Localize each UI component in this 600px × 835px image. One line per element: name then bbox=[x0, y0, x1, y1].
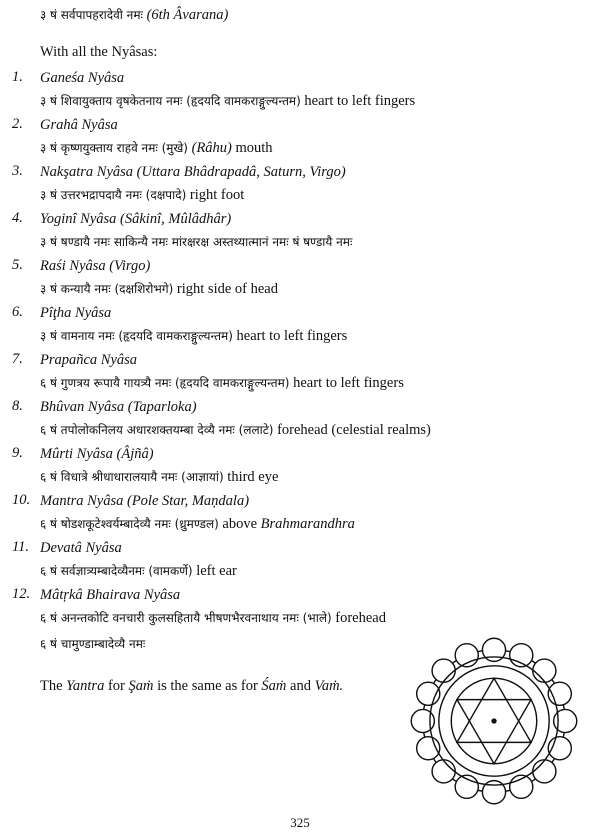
bindu-dot bbox=[491, 718, 496, 723]
item-mantra-line bbox=[40, 562, 237, 580]
item-mantra-line bbox=[40, 327, 347, 345]
extra-mantra: ६ षं चामुण्डाम्बादेव्यै नमः bbox=[40, 637, 146, 651]
item-number: 3. bbox=[12, 163, 23, 179]
item-number: 10. bbox=[12, 492, 31, 508]
item-mantra-line bbox=[40, 280, 278, 298]
item-title: Grahâ Nyâsa bbox=[40, 117, 118, 133]
item-mantra-line bbox=[40, 421, 431, 439]
item-number: 5. bbox=[12, 257, 23, 273]
page-number: 325 bbox=[290, 815, 310, 830]
item-eng-italic: Brahmarandhra bbox=[260, 516, 355, 532]
item-eng: third eye bbox=[227, 469, 279, 485]
item-eng: forehead bbox=[335, 610, 386, 626]
item-mantra: ६ षं गुणत्रय रूपायै गायत्र्यै नमः (हृदयदि वामकराङ्गुल्यन्तम) bbox=[40, 376, 290, 390]
item-mantra-line bbox=[40, 515, 355, 533]
avarana-mantra: ३ षं सर्वपापहरादेवी नमः bbox=[40, 8, 143, 22]
item-title: Devatâ Nyâsa bbox=[40, 540, 122, 556]
item-number: 4. bbox=[12, 210, 23, 226]
item-number: 1. bbox=[12, 69, 23, 85]
note-yantra: Yantra bbox=[66, 678, 105, 694]
item-mantra-line bbox=[40, 609, 386, 627]
lotus-petal bbox=[432, 760, 455, 783]
item-number: 9. bbox=[12, 445, 23, 461]
item-eng: left ear bbox=[196, 563, 237, 579]
note-sam2: Śaṁ bbox=[261, 678, 287, 694]
item-eng: above bbox=[222, 516, 258, 532]
item-mantra: ६ षं सर्वज्ञात्र्यम्बादेव्यैनमः (वामकर्णे) bbox=[40, 564, 193, 578]
item-number: 6. bbox=[12, 304, 23, 320]
note-word: is the same as for bbox=[157, 678, 258, 694]
item-mantra: ३ षं उत्तरभद्रापदायै नमः (दक्षपादे) bbox=[40, 188, 187, 202]
item-eng: mouth bbox=[235, 140, 273, 156]
item-title: Prapañca Nyâsa bbox=[40, 352, 138, 368]
item-title: Yoginî Nyâsa (Sâkinî, Mûlâdhâr) bbox=[40, 211, 232, 227]
item-number: 7. bbox=[12, 351, 23, 367]
item-title: Mâtŗkâ Bhairava Nyâsa bbox=[40, 587, 181, 603]
item-mantra: ३ षं वामनाय नमः (हृदयदि वामकराङ्गुल्यन्तम) bbox=[40, 329, 233, 343]
avarana-line bbox=[40, 6, 228, 24]
item-eng: heart to left fingers bbox=[293, 375, 404, 391]
item-mantra: ३ षं शिवायुक्ताय वृषकेतनाय नमः (हृदयदि वामकराङ्गुल्यन्तम) bbox=[40, 94, 301, 108]
note-vam: Vaṁ. bbox=[314, 678, 344, 694]
lotus-petal bbox=[533, 760, 556, 783]
note-word: The bbox=[40, 678, 63, 694]
item-eng: heart to left fingers bbox=[236, 328, 348, 344]
extra-mantra-line bbox=[40, 635, 145, 653]
item-mantra-line bbox=[40, 92, 415, 110]
item-title: Bhûvan Nyâsa (Taparloka) bbox=[40, 399, 197, 415]
item-number: 2. bbox=[12, 116, 23, 132]
note-sam: Şaṁ bbox=[128, 678, 154, 694]
item-mantra: ३ षं कन्यायै नमः (दक्षशिरोभगे) bbox=[40, 282, 174, 296]
item-title: Pîţha Nyâsa bbox=[40, 305, 112, 321]
item-eng: right side of head bbox=[176, 281, 278, 297]
lotus-petal bbox=[432, 659, 455, 682]
item-mantra-line bbox=[40, 139, 273, 157]
item-eng: heart to left fingers bbox=[304, 93, 416, 109]
item-mantra: ३ षं कृष्णयुक्ताय राहवे नमः (मुखे) bbox=[40, 141, 188, 155]
item-number: 12. bbox=[12, 586, 31, 602]
item-mantra: ३ षं षण्डायै नमः साकिन्यै नमः मांरक्षरक्ष अस्तथ्यात्मानं नमः षं षण्डायै नमः bbox=[40, 235, 353, 249]
item-mantra: ६ षं षोडशकूटेश्वर्यम्बादेव्यै नमः (ध्रुमण्डल) bbox=[40, 517, 219, 531]
item-mantra-line bbox=[40, 468, 278, 486]
item-number: 11. bbox=[12, 539, 30, 555]
item-mantra: ६ षं अनन्तकोटि वनचारी कुलसहितायै भीषणभैरवनाथाय नमः (भाले) bbox=[40, 611, 332, 625]
item-eng-italic: (Râhu) bbox=[191, 140, 232, 156]
item-title: Mûrti Nyâsa (Âjñâ) bbox=[40, 446, 154, 462]
lotus-petal bbox=[533, 659, 556, 682]
avarana-label: (6th Âvarana) bbox=[146, 7, 229, 23]
note-word: for bbox=[107, 678, 125, 694]
yantra-note bbox=[40, 677, 343, 695]
item-title: Mantra Nyâsa (Pole Star, Maņdala) bbox=[40, 493, 250, 509]
item-number: 8. bbox=[12, 398, 23, 414]
item-mantra-line bbox=[40, 186, 244, 204]
yantra-diagram bbox=[405, 632, 583, 810]
item-mantra-line bbox=[40, 233, 352, 251]
item-eng: forehead (celestial realms) bbox=[277, 422, 431, 438]
note-word: and bbox=[290, 678, 311, 694]
item-mantra: ६ षं विधात्रे श्रीधाधारालयायै नमः (आज्ञायां) bbox=[40, 470, 224, 484]
item-eng: right foot bbox=[189, 187, 245, 203]
item-title: Raśi Nyâsa (Virgo) bbox=[40, 258, 151, 274]
intro-text: With all the Nyâsas: bbox=[40, 44, 158, 60]
item-mantra: ६ षं तपोलोकनिलय अधारशक्तयम्बा देव्यै नमः (ललाटे) bbox=[40, 423, 274, 437]
item-mantra-line bbox=[40, 374, 404, 392]
item-title: Nakşatra Nyâsa (Uttara Bhâdrapadâ, Saturn, Virgo) bbox=[40, 164, 346, 180]
item-title: Ganeśa Nyâsa bbox=[40, 70, 125, 86]
